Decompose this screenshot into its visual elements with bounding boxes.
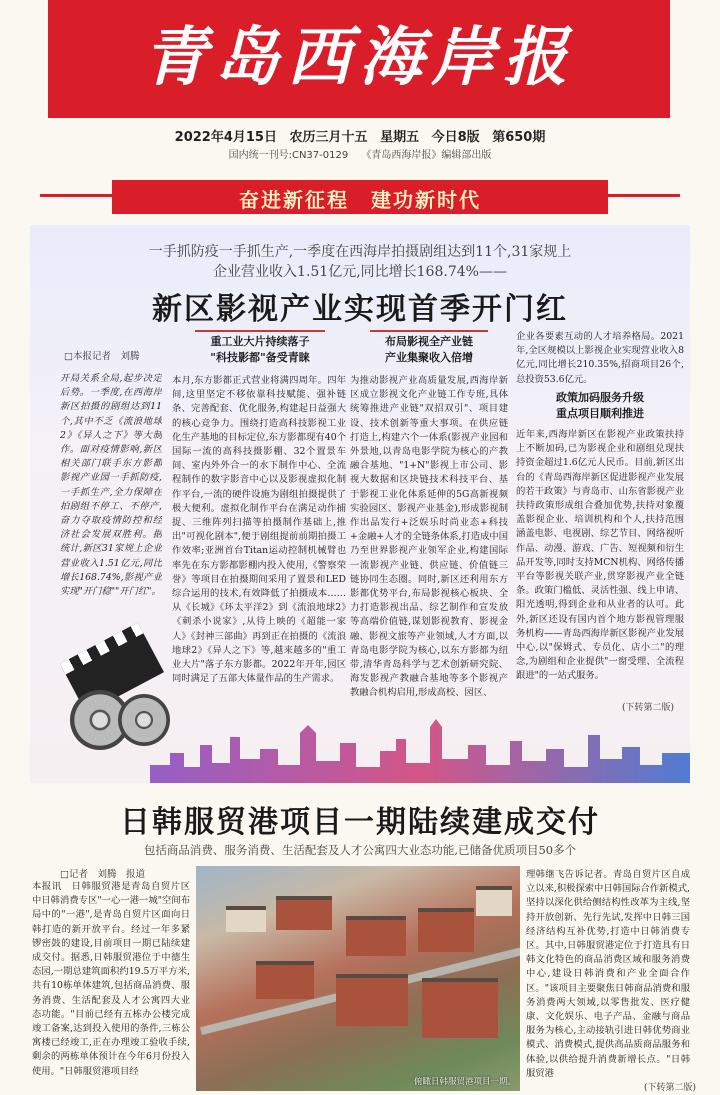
publication-code: 国内统一刊号:CN37-0129 bbox=[228, 150, 349, 161]
photo-building bbox=[422, 978, 498, 1038]
banner-wing-right bbox=[608, 194, 680, 197]
masthead bbox=[48, 0, 670, 118]
story2-byline: □记者 刘腾 报道 bbox=[60, 869, 145, 880]
story1-kicker bbox=[60, 242, 660, 282]
subhead-3-line-2: 重点项目顺利推进 bbox=[556, 407, 644, 420]
issue-line bbox=[0, 146, 720, 161]
story2-headline: 日韩服贸港项目一期陆续建成交付 bbox=[120, 805, 600, 840]
newspaper-title: 青岛西海岸报 bbox=[143, 20, 575, 95]
photo-building bbox=[346, 916, 406, 956]
story1-headline: 新区影视产业实现首季开门红 bbox=[152, 292, 568, 327]
lunar-date: 农历三月十五 bbox=[289, 130, 368, 145]
story1-subhead-3 bbox=[530, 390, 670, 422]
story1-subhead-2 bbox=[362, 334, 496, 366]
story2-kicker: 包括商品消费、服务消费、生活配套及人才公寓四大业态功能,已储备优质项目50多个 bbox=[143, 843, 577, 857]
photo-building bbox=[418, 908, 474, 952]
story1-subhead-1 bbox=[190, 334, 330, 366]
photo-building bbox=[256, 961, 314, 999]
page-count: 今日8版 bbox=[431, 130, 480, 145]
subhead-1-line-1: 重工业大片持续落子 bbox=[210, 335, 310, 348]
banner-wing-left bbox=[40, 194, 112, 197]
story1-column-3: 近年来,西海岸新区在影视产业政策扶持上不断加码,已为影视企业和剧组兑现扶持资金超过1.6亿元人民币。目前,新区出台的《青岛西海岸新区促进影视产业发展的若干政策》与青岛市、山东省影视产业扶持政策形成组合叠加优势,扶持对象覆盖影视企业、培训机构和个人,扶持范围涵盖电影、电视剧、综艺节目、网络视听作品、动漫、游戏、广告、短视频和衍生品开发等,同时支持MCN机构、网络传播平台等影视关联产业,贯穿影视产业全链条。政策门槛低、灵活性强、线上申请、阳光透明,得到企业和从业者的认可。此外,新区还设有国内首个地方影视管理服务机构——青岛西海岸新区影视产业发展中心,以"保姆式、专员化、店小二"的理念,为剧组和企业提供"一窗受理、全流程跟进"的一站式服务。 bbox=[516, 429, 684, 682]
photo-caption: 俯瞰日韩服贸港项目一期。 bbox=[413, 1077, 516, 1087]
story1-summary: 开局关系全局,起步决定后势。一季度,在西海岸新区拍摄的剧组达到11个,其中不乏《流浪地球2》《异人之下》等大制作。面对疫情影响,新区相关部门联手东方影都影视产业园一手抓防疫,一手抓生产,全力保障在拍剧组不停工、不停产,奋力夺取疫情防控和经济社会发展双胜利。据统计,新区31家规上企业营业收入1.51亿元,同比增长168.74%,影视产业实现"开门稳""开门红"。 bbox=[60, 373, 162, 598]
date: 2022年4月15日 bbox=[174, 130, 277, 145]
story1-kicker-line-2: 企业营业收入1.51亿元,同比增长168.74%—— bbox=[213, 264, 507, 280]
photo-building bbox=[276, 896, 332, 930]
story2-continued: (下转第二版) bbox=[644, 1083, 697, 1093]
slogan: 奋进新征程 建功新时代 bbox=[239, 188, 481, 212]
story1-byline: □本报记者 刘腾 bbox=[64, 351, 140, 362]
weekday: 星期五 bbox=[380, 130, 420, 145]
story1-continued: (下转第二版) bbox=[622, 703, 675, 713]
subhead-rule bbox=[195, 330, 325, 332]
photo-building bbox=[336, 974, 408, 1026]
subhead-1-line-2: "科技影都"备受青睐 bbox=[210, 351, 310, 364]
subhead-3-line-1: 政策加码服务升级 bbox=[556, 391, 644, 404]
subhead-2-line-1: 布局影视全产业链 bbox=[385, 335, 473, 348]
story1-column-1: 本月,东方影都正式营业将满四周年。四年间,这里坚定不移依靠科技赋能、强补链条、完善配套、优化服务,构建起日益强大的核心竞争力。围绕打造高科技影视工业化生产基地的目标定位,东方影都现有40个国际一流的高科技摄影棚、32个置景车间、室内外外合一的水下制作中心、全流程制作的数字影音中心以及影视虚拟化制作平台,一流的硬件设施为剧组拍摄提供了极大便利。虚拟化制作平台在满足动作捕捉、三维阵列扫描等拍摄制作基础上,推出"可视化剧本",便于剧组提前前期拍摄工作效率;亚洲首台Titan运动控制机械臂也率先在东方影都影棚内投入使用,《警察荣誉》等项目在拍摄期间采用了置景和LED综合运用的技术,有效降低了拍摄成本……从《长城》《环太平洋2》到《流浪地球2》《刺杀小说家》,从待上映的《超能一家人》《封神三部曲》再到正在拍摄的《流浪地球2》《异人之下》等,越来越多的"重工业大片"落子东方影都。2022年开年,园区同时满足了五部大体量作品的生产需求。 bbox=[172, 375, 346, 685]
photo-building bbox=[476, 886, 512, 916]
subhead-2-line-2: 产业集聚收入倍增 bbox=[385, 351, 473, 364]
dateline bbox=[0, 126, 720, 145]
city-skyline-illustration bbox=[150, 715, 690, 783]
issue-number: 第650期 bbox=[492, 130, 546, 145]
story1-column-2: 为推动影视产业高质量发展,西海岸新区成立影视文化产业链工作专班,具体统筹推进产业链"双招双引"、项目建设、技术创新等重大事项。在供应链打造上,构建六个一体系(影视产业园和外景地,以青岛电影学院为核心的产教融合基地、"1+N"影视上市公司、影视大数据和区块链技术科技平台、基于影视工业化体系延伸的5G高新视频实验园区、影视产业基金),形成影视制作出品发行+泛娱乐时尚业态+科技+金融+人才的全链条体系,打造成中国乃至世界影视产业领军企业,构建国际一流影视产业链、供应链、价值链三链协同生态圈。同时,新区还利用东方影都优势平台,布局影视核心板块、全力打造影视出品、综艺制作和宣发放等高端价值链,谋划影视教育、影视金融、影视文旅等产业领域,人才方面,以青岛电影学院为核心,以东方影都为纽带,清华青岛科学与艺术创新研究院、海发影视产教融合基地等多个影视产教融合机构启用,形成高校、园区、 bbox=[350, 375, 508, 699]
slogan-banner bbox=[112, 180, 608, 214]
news-photo bbox=[196, 866, 520, 1091]
publisher: 《青岛西海岸报》编辑部出版 bbox=[361, 150, 492, 161]
story2-column-1: 本报讯 日韩服贸港是青岛自贸片区中日韩消费专区"一心一港一城"空间布局中的"一港",是青岛自贸片区面向日韩打造的新开放平台。经过一年多紧锣密鼓的建设,目前项目一期已陆续建成交付。据悉,日韩服贸港位于中德生态园,一期总建筑面积约19.5万平方米,共有10栋单体建筑,包括商品消费、服务消费、生活配套及人才公寓四大业态功能。"目前已经有五栋办公楼完成竣工备案,达到投入使用的条件,三栋公寓楼已经竣工,正在办理竣工验收手续,剩余的两栋单体预计在今年6月份投入使用。"日韩服贸港项目经 bbox=[32, 881, 190, 1077]
subhead-rule bbox=[370, 330, 488, 332]
story2-column-2: 理韩继飞告诉记者。青岛自贸片区自成立以来,积极探索中日韩国际合作新模式,坚持以深化供给侧结构性改革为主线,坚持开放创新、先行先试,发挥中日韩三国经济结构互补优势,打造中日韩消费专区。其中,日韩服贸港定位于打造具有日韩文化特色的商品消费区域和服务消费中心,建设日韩消费和产业全面合作区。"该项目主要聚焦日韩商品消费和服务消费两大领域,以零售批发、医疗健康、文化娱乐、电子产品、金融与商品服务为核心,主动接轨引进日韩优势商业模式、消费模式,提供高品质商品服务和体验,以供给提升消费新增长点。"日韩服贸港 bbox=[526, 869, 690, 1079]
photo-building bbox=[226, 906, 266, 932]
story1-kicker-line-1: 一手抓防疫一手抓生产,一季度在西海岸拍摄剧组达到11个,31家规上 bbox=[148, 244, 572, 260]
story1-column-3-top: 企业各要素互动的人才培养格局。2021年,全区规模以上影视企业实现营业收入8亿元,同比增长210.35%,招商项目26个,总投资53.6亿元。 bbox=[516, 331, 684, 385]
